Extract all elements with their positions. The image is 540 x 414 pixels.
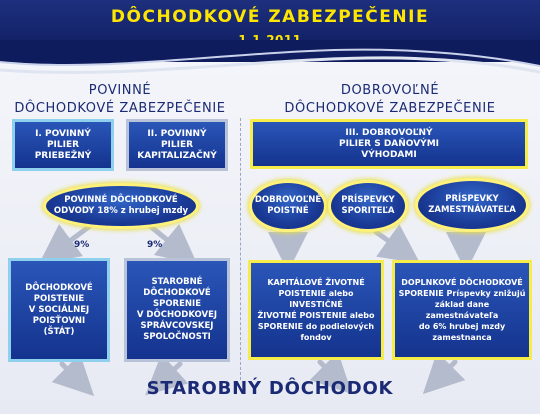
life-line1: KAPITÁLOVÉ ŽIVOTNÉ [267, 278, 365, 287]
social-insurance-box [8, 258, 110, 362]
pillar-1-box [12, 119, 114, 171]
life-line4: ŽIVOTNÉ POISTENIE alebo [257, 311, 375, 320]
pillar-3-line1: III. DOBROVOĽNÝ [345, 127, 433, 138]
pillar-3-box [250, 119, 528, 169]
mandatory-contributions-ellipse [46, 186, 196, 226]
supp-line3: základ dane zamestnávateľa [425, 300, 499, 320]
voluntary-premium-ellipse [252, 183, 324, 229]
employer-line2: ZAMESTNÁVATEĽA [428, 205, 516, 215]
supp-line5: zamestnanca [432, 333, 492, 342]
saving-line3: SPORENIE [152, 299, 201, 309]
social-line4: POISŤOVNI [32, 315, 86, 326]
supplementary-saving-box [392, 260, 532, 360]
saving-line4: V DÔCHODKOVEJ [136, 310, 218, 320]
contrib-line2: ODVODY 18% z hrubej mzdy [53, 206, 189, 216]
right-title-line2: DÔCHODKOVÉ ZABEZPEČENIE [284, 101, 496, 116]
voluntary-line1: DOBROVOĽNÉ [254, 195, 322, 205]
retirement-saving-box [124, 258, 230, 362]
pillar-3-line3: VÝHODAMI [361, 149, 417, 160]
social-line3: V SOCIÁLNEJ [28, 304, 90, 315]
saving-line2: DÔCHODKOVÉ [143, 288, 211, 298]
supp-line4: do 6% hrubej mzdy [418, 322, 506, 331]
pillar-2-line1: II. POVINNÝ [147, 128, 207, 139]
employer-contributions-ellipse [418, 181, 526, 229]
saver-contributions-ellipse [331, 183, 405, 229]
saving-line1: STAROBNÉ [151, 277, 203, 287]
percent-pillar-2: 9% [147, 240, 163, 250]
pillar-3-line2: PILIER S DAŇOVÝMI [338, 138, 440, 149]
retirement-pension-title: STAROBNÝ DÔCHODOK [146, 378, 394, 399]
life-insurance-box [248, 260, 384, 360]
saver-line1: PRÍSPEVKY [341, 195, 395, 205]
pillar-2-line3: KAPITALIZAČNÝ [137, 150, 217, 161]
social-line5: (ŠTÁT) [43, 326, 75, 337]
social-line1: DÔCHODKOVÉ [25, 282, 93, 293]
saving-line6: SPOLOČNOSTI [143, 332, 211, 342]
saving-line5: SPRÁVCOVSKEJ [140, 321, 214, 331]
pillar-2-line2: PILIER [160, 139, 194, 150]
contrib-line1: POVINNÉ DÔCHODKOVÉ [64, 195, 178, 205]
pillar-1-line2: PILIER [46, 139, 80, 150]
pillar-1-line3: PRIEBEŽNÝ [34, 150, 92, 161]
supp-line2: SPORENIE Príspevky znižujú [398, 289, 526, 298]
life-line3: INVESTIČNÉ [289, 300, 343, 309]
right-title-line1: DOBROVOĽNÉ [340, 83, 440, 98]
employer-line1: PRÍSPEVKY [445, 194, 499, 204]
left-title-line1: POVINNÉ [88, 83, 152, 98]
saver-line2: SPORITEĽA [341, 206, 395, 216]
pillar-2-box [126, 119, 228, 171]
page-title: DÔCHODKOVÉ ZABEZPEČENIE [110, 7, 430, 27]
voluntary-line2: POISTNÉ [267, 206, 309, 216]
supp-line1: DOPLNKOVÉ DÔCHODKOVÉ [401, 278, 523, 287]
life-line2: POISTENIE alebo [278, 289, 354, 298]
social-line2: POISTENIE [33, 293, 85, 304]
pillar-1-line1: I. POVINNÝ [35, 128, 91, 139]
life-line5: SPORENIE do podielových [257, 322, 375, 331]
life-line6: fondov [300, 333, 332, 342]
left-title-line2: DÔCHODKOVÉ ZABEZPEČENIE [14, 101, 226, 116]
percent-pillar-1: 9% [74, 240, 90, 250]
